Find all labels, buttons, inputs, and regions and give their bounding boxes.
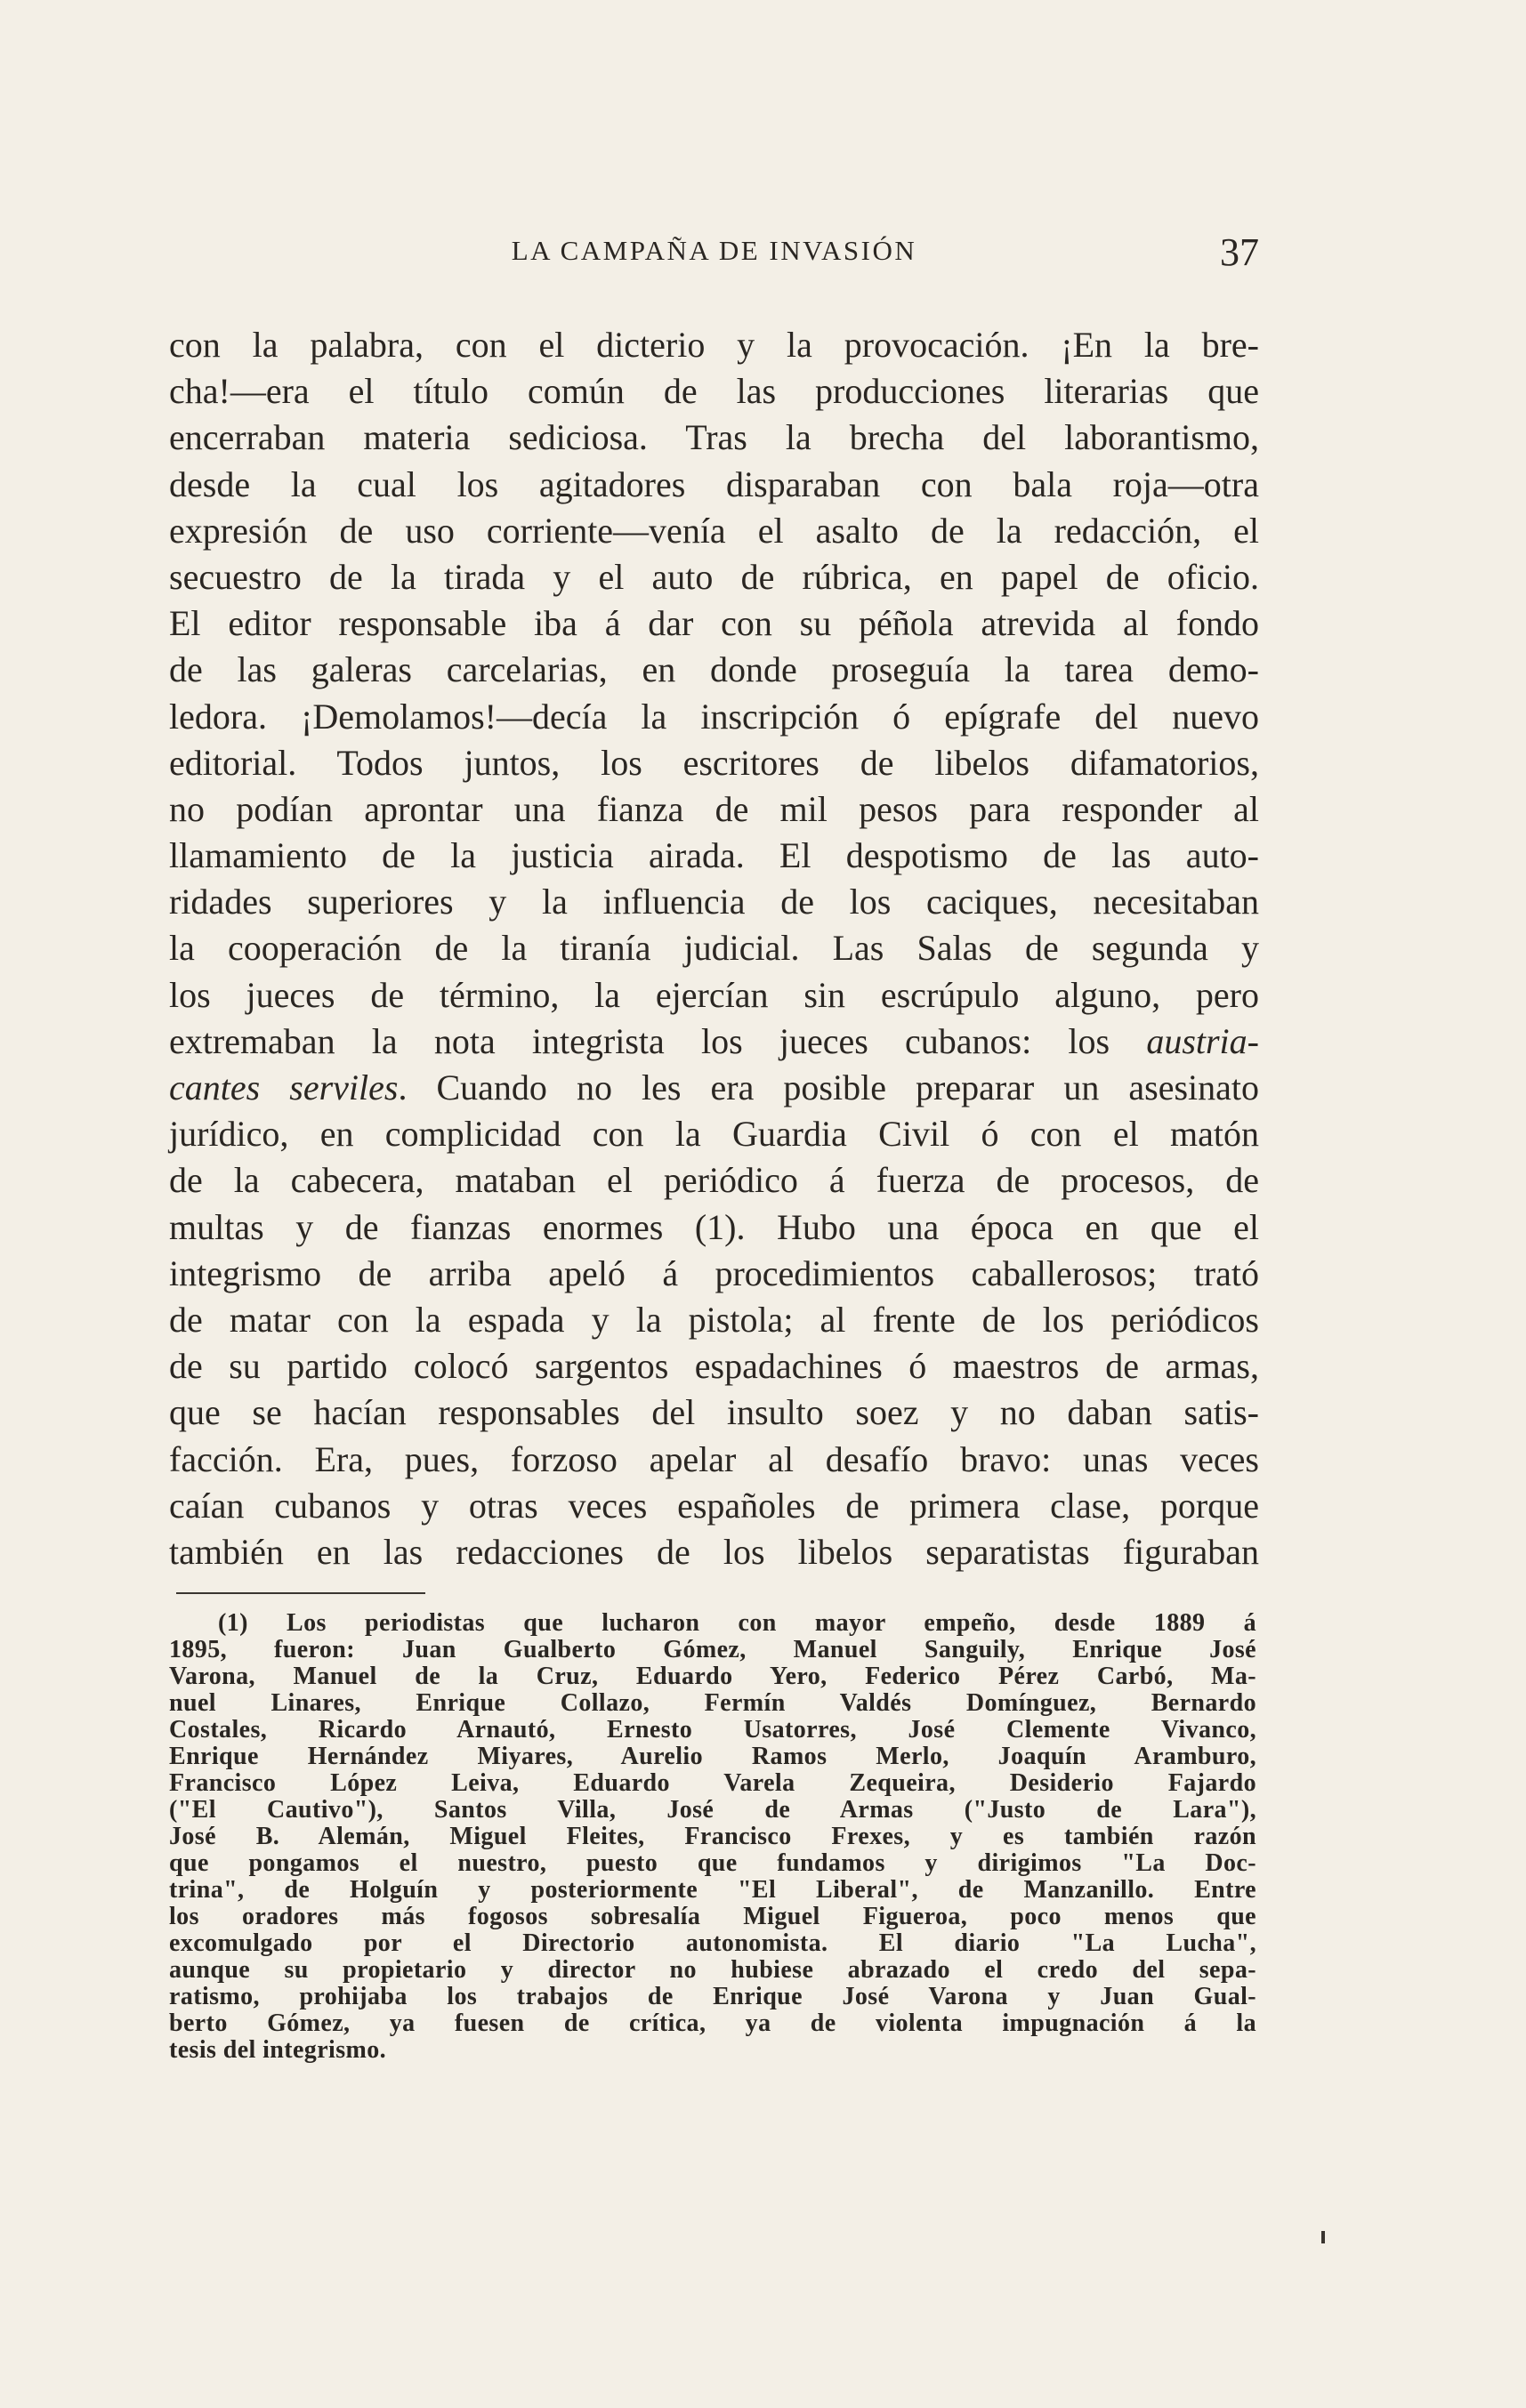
text-line: cha!—era el título común de las producciones literarias que	[169, 371, 1259, 412]
text-line: que se hacían responsables del insulto soez y no daban satis-	[169, 1392, 1259, 1433]
text-line-with-italic: cantes serviles. Cuando no les era posible preparar un asesinato	[169, 1067, 1259, 1107]
text-line: los jueces de término, la ejercían sin escrúpulo alguno, pero	[169, 974, 1259, 1015]
footnote	[169, 1610, 1256, 2064]
footnote-line: Costales, Ricardo Arnautó, Ernesto Usatorres, José Clemente Vivanco,	[169, 1716, 1256, 1744]
text-line: ridades superiores y la influencia de los caciques, necesitaban	[169, 882, 1259, 922]
footnote-line: ("El Cautivo"), Santos Villa, José de Armas ("Justo de Lara"),	[169, 1796, 1256, 1824]
footnote-line: que pongamos el nuestro, puesto que fundamos y dirigimos "La Doc-	[169, 1849, 1256, 1877]
text-line: con la palabra, con el dicterio y la provocación. ¡En la bre-	[169, 325, 1259, 365]
footnote-line: aunque su propietario y director no hubiese abrazado el credo del sepa-	[169, 1956, 1256, 1984]
text-line: facción. Era, pues, forzoso apelar al desafío bravo: unas veces	[169, 1438, 1259, 1479]
print-speck	[1321, 2231, 1325, 2243]
text-line-with-italic: extremaban la nota integrista los jueces cubanos: los austria-	[169, 1020, 1259, 1061]
footnote-line: Enrique Hernández Miyares, Aurelio Ramos Merlo, Joaquín Aramburo,	[169, 1743, 1256, 1770]
text-line: de la cabecera, mataban el periódico á fuerza de procesos, de	[169, 1160, 1259, 1201]
text-line: de las galeras carcelarias, en donde proseguía la tarea demo-	[169, 649, 1259, 690]
text-line: integrismo de arriba apeló á procedimientos caballerosos; trató	[169, 1252, 1259, 1293]
footnote-line: 1895, fueron: Juan Gualberto Gómez, Manuel Sanguily, Enrique José	[169, 1636, 1256, 1663]
text-line: ledora. ¡Demolamos!—decía la inscripción ó epígrafe del nuevo	[169, 696, 1259, 737]
running-title: LA CAMPAÑA DE INVASIÓN	[511, 235, 917, 266]
page-header	[169, 230, 1259, 274]
footnote-line: (1) Los periodistas que lucharon con mayor empeño, desde 1889 á	[218, 1609, 1256, 1637]
footnote-line: excomulgado por el Directorio autonomista. El diario "La Lucha",	[169, 1929, 1256, 1957]
text-line: de matar con la espada y la pistola; al frente de los periódicos	[169, 1299, 1259, 1340]
footnote-line: tesis del integrismo.	[169, 2036, 387, 2064]
footnote-line: ratismo, prohijaba los trabajos de Enrique José Varona y Juan Gual-	[169, 1983, 1256, 2010]
text-line: encerraban materia sediciosa. Tras la brecha del laborantismo,	[169, 417, 1259, 458]
footnote-line: José B. Alemán, Miguel Fleites, Francisco Frexes, y es también razón	[169, 1823, 1256, 1850]
text-line: llamamiento de la justicia airada. El despotismo de las auto-	[169, 835, 1259, 876]
footnote-line: los oradores más fogosos sobresalía Miguel Figueroa, poco menos que	[169, 1903, 1256, 1930]
text-line: multas y de fianzas enormes (1). Hubo una época en que el	[169, 1206, 1259, 1247]
text-line: expresión de uso corriente—venía el asalto de la redacción, el	[169, 510, 1259, 551]
italic-text: cantes serviles	[169, 1067, 399, 1107]
text-line: caían cubanos y otras veces españoles de primera clase, porque	[169, 1485, 1259, 1526]
footnote-line: Varona, Manuel de la Cruz, Eduardo Yero, Federico Pérez Carbó, Ma-	[169, 1663, 1256, 1690]
footnote-line: berto Gómez, ya fuesen de crítica, ya de violenta impugnación á la	[169, 2009, 1256, 2037]
footnote-line: trina", de Holguín y posteriormente "El Liberal", de Manzanillo. Entre	[169, 1876, 1256, 1904]
footnote-rule	[176, 1592, 425, 1594]
text-line: también en las redacciones de los libelos separatistas figuraban	[169, 1531, 1259, 1572]
text-line: la cooperación de la tiranía judicial. Las Salas de segunda y	[169, 928, 1259, 969]
text-line: desde la cual los agitadores disparaban con bala roja—otra	[169, 463, 1259, 504]
text-line: de su partido colocó sargentos espadachines ó maestros de armas,	[169, 1346, 1259, 1387]
text-line: El editor responsable iba á dar con su péñola atrevida al fondo	[169, 603, 1259, 644]
main-text	[169, 322, 1259, 1575]
italic-text: austria-	[1146, 1020, 1259, 1061]
footnote-line: Francisco López Leiva, Eduardo Varela Zequeira, Desiderio Fajardo	[169, 1769, 1256, 1797]
text-line: jurídico, en complicidad con la Guardia Civil ó con el matón	[169, 1114, 1259, 1155]
footnote-line: nuel Linares, Enrique Collazo, Fermín Valdés Domínguez, Bernardo	[169, 1689, 1256, 1717]
text-line: editorial. Todos juntos, los escritores de libelos difamatorios,	[169, 742, 1259, 783]
page-number: 37	[1220, 230, 1259, 274]
text-line: secuestro de la tirada y el auto de rúbrica, en papel de oficio.	[169, 556, 1259, 597]
text-line: no podían aprontar una fianza de mil pesos para responder al	[169, 788, 1259, 829]
